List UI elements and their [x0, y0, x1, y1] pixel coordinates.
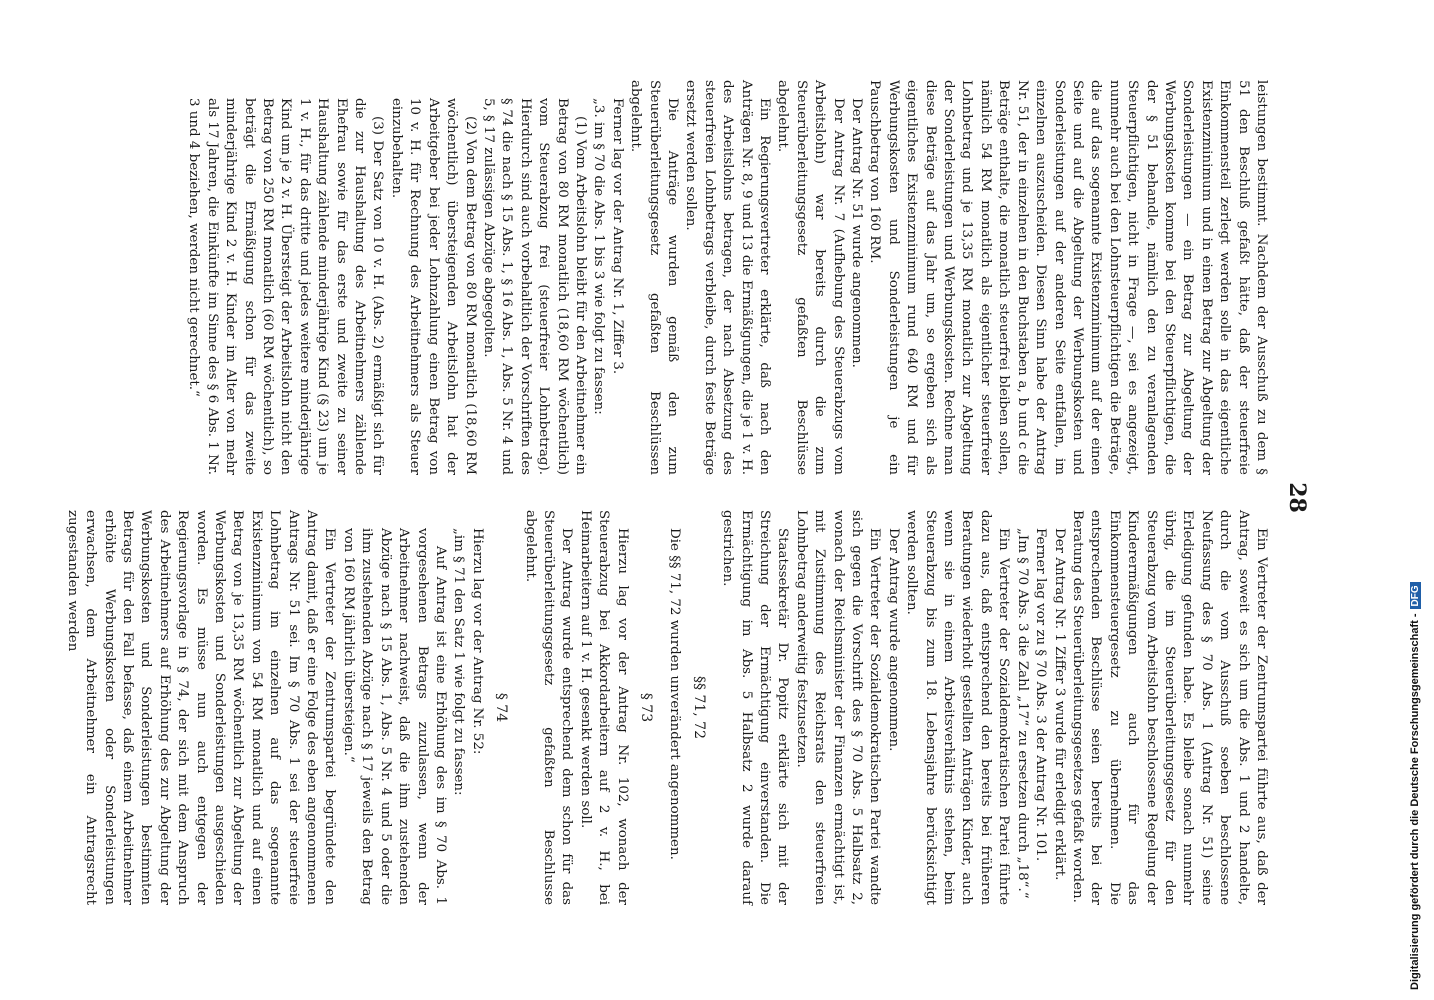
- paragraph: (1) Vom Arbeitslohn bleibt für den Arbeitnehmer ein Betrag von 80 RM monatlich (18,60 RM wöchentlich) vom Steuerabzug frei (steuerfreier Lohnbetrag). Hierdurch sind auch vorbehaltlich der Vorschriften des § 74 die nach § 15 Abs. 1, § 16 Abs. 1, Abs. 5 Nr. 4 und 5, § 17 zulässigen Abzüge abgegolten.: [480, 98, 588, 475]
- paragraph: Ein Vertreter der Sozialdemokratischen Partei führte dazu aus, daß entsprechend den bereits bei früheren Beratungen wiederholt gestellten Anträgen Kinder, auch wenn sie in einem Arbeitsverhältnis stehen, beim Steuerabzug bis zum 18. Lebensjahre berücksichtigt werden sollten.: [904, 510, 1012, 905]
- paragraph: Hierzu lag vor der Antrag Nr. 52:: [469, 528, 485, 755]
- paragraph: Hierzu lag vor der Antrag Nr. 102, wonach der Steuerabzug bei Akkordarbeitern auf 2 v. H., bei Heimarbeitern auf 1 v. H. gesenkt werden soll.: [577, 510, 630, 905]
- dfg-logo: DFG: [1410, 582, 1421, 609]
- paragraph: Ein Vertreter der Zentrumspartei begründete den Antrag damit, daß er eine Folge des eben angenommenen Antrags Nr. 51 sei. Im § 70 Abs. 1 sei der steuerfreie Lohnbetrag im einzelnen auf das sogenannte Existenzminimum von 54 RM monatlich und auf einen Betrag von je 13,35 RM wöchentlich zur Abgeltung der Werbungskosten und Sonderleistungen ausgeschieden worden. Es müsse nun auch entgegen der Regierungsvorlage in § 74, der sich mit dem Anspruch des Arbeitnehmers auf Erhöhung des zur Abgeltung der Werbungskosten und Sonderleistungen bestimmten Betrags für den Fall befasse, daß einem Arbeitnehmer erhöhte Werbungskosten oder Sonderleistungen erwachsen, dem Arbeitnehmer ein Antragsrecht zugestanden werden: [64, 510, 338, 905]
- credit-text: Digitalisierung gefördert durch die Deutsche Forschungsgemeinschaft -: [1409, 613, 1421, 990]
- paragraph: Staatssekretär Dr. Popitz erklärte sich mit der Streichung der Ermächtigung einverstanden. Die Ermächtigung im Abs. 5 Halbsatz 2 wurde darauf gestrichen.: [720, 510, 791, 905]
- paragraph: (3) Der Satz von 10 v. H. (Abs. 2) ermäßigt sich für die zur Haushaltung des Arbeitnehmers zählende Ehefrau sowie für das erste und zweite zu seiner Haushaltung zählende minderjährige Kind (§ 23) um je 1 v. H., für das dritte und jedes weitere minderjährige Kind um je 2 v. H. Übersteigt der Arbeitslohn nicht den Betrag von 250 RM monatlich (60 RM wöchentlich), so beträgt die Ermäßigung schon für das zweite minderjährige Kind 2 v. H. Kinder im Alter von mehr als 17 Jahren, die Einkünfte im Sinne des § 6 Abs. 1 Nr. 3 und 4 beziehen, werden nicht gerechnet.“: [186, 98, 386, 475]
- page-number: 28: [1284, 482, 1310, 513]
- document-page: [64, 80, 1310, 915]
- paragraph: Der Antrag wurde entsprechend dem schon für das Steuerüberleitungsgesetz gefaßten Beschlusse abgelehnt.: [522, 510, 575, 905]
- paragraph: Auf Antrag ist eine Erhöhung des im § 70 Abs. 1 vorgesehenen Betrags zuzulassen, wenn der Arbeitnehmer nachweist, daß die ihm zustehenden Abzüge nach § 15 Abs. 1, Abs. 5 Nr. 4 und 5 oder die ihm zustehenden Abzüge nach § 17 jeweils den Betrag von 160 RM jährlich übersteigen.“: [340, 528, 448, 905]
- paragraph: „im § 71 den Satz 1 wie folgt zu fassen:: [451, 528, 467, 796]
- section-heading: §§ 71, 72: [690, 676, 707, 739]
- right-text-column: [62, 510, 1270, 905]
- paragraph: Ein Vertreter der Zentrumspartei führte aus, daß der Antrag, soweit es sich um die Abs. 1 und 2 handelte, durch die vom Ausschuß soeben beschlossene Neufassung des § 70 Abs. 1 (Antrag Nr. 51) seine Erledigung gefunden habe. Es bleibe sonach nunmehr übrig, die im Steuerüberleitungsgesetz für den Steuerabzug vom Arbeitslohn beschlossene Regelung der Kinderermäßigungen auch für das Einkommensteuergesetz zu übernehmen. Die entsprechenden Beschlüsse seien bereits bei der Beratung des Steuerüberleitungsgesetzes gefaßt worden.: [1069, 510, 1269, 905]
- paragraph: Ferner lag vor zu § 70 Abs. 3 der Antrag Nr. 101.: [1033, 528, 1049, 862]
- paragraph: „Im § 70 Abs. 3 die Zahl „17“ zu ersetzen durch „18“.“: [1014, 528, 1030, 899]
- paragraph: „3. im § 70 die Abs. 1 bis 3 wie folgt zu fassen:: [591, 98, 607, 415]
- paragraph: Die §§ 71, 72 wurden unverändert angenommen.: [667, 528, 683, 860]
- paragraph: Der Antrag Nr. 51 wurde angenommen.: [849, 98, 865, 368]
- paragraph: Der Antrag Nr. 1 Ziffer 3 wurde für erledigt erklärt.: [1051, 528, 1067, 881]
- paragraph: Ein Regierungsvertreter erklärte, daß nach den Anträgen Nr. 8, 9 und 13 die Ermäßigungen, die je 1 v. H. des Arbeitslohns betragen, der nach Absetzung des steuerfreien Lohnbetrags verbleibe, durch feste Beträge ersetzt werden sollen.: [683, 80, 773, 475]
- paragraph: Die Anträge wurden gemäß den zum Steuerüberleitungsgesetz gefaßten Beschlüssen abgelehnt.: [628, 80, 680, 475]
- left-text-column: [184, 80, 1270, 475]
- paragraph: Der Antrag Nr. 7 (Aufhebung des Steuerabzugs vom Arbeitslohn) war bereits durch die zum Steuerüberleitungsgesetz gefaßten Beschlüsse abgelehnt.: [775, 80, 846, 475]
- section-heading: § 74: [493, 692, 510, 723]
- digitization-credit: [1405, 10, 1425, 990]
- section-heading: § 73: [638, 692, 654, 723]
- paragraph: (2) Von dem Betrag von 80 RM monatlich (18,60 RM wöchentlich) übersteigenden Arbeitslohn hat der Arbeitgeber bei jeder Lohnzahlung einen Betrag von 10 v. H. für Rechnung des Arbeitnehmers als Steuer einzubehalten.: [388, 98, 478, 475]
- rotated-page-content: [64, 80, 1310, 915]
- paragraph: Ein Vertreter der Sozialdemokratischen Partei wandte sich gegen die Vorschrift des § 70 Abs. 5 Halbsatz 2, wonach der Reichsminister der Finanzen ermächtigt ist, mit Zustimmung des Reichsrats den steuerfreien Lohnbetrag anderweitig festzusetzen.: [793, 510, 883, 905]
- paragraph: Ferner lag vor der Antrag Nr. 1, Ziffer 3.: [609, 98, 625, 375]
- paragraph: Der Antrag wurde angenommen.: [885, 528, 901, 752]
- paragraph: leistungen bestimmt. Nachdem der Ausschuß zu dem § 51 den Beschluß gefaßt hätte, daß der steuerfreie Einkommensteil zerlegt werden solle in das eigentliche Existenzminimum und in einen Betrag zur Abgeltung der Sonderleistungen — ein Betrag zur Abgeltung der Werbungskosten komme bei den Steuerpflichtigen, die der § 51 behandle, nämlich den zu veranlagenden Steuerpflichtigen, nicht in Frage —, sei es angezeigt, nunmehr auch bei den Lohnsteuerpflichtigen die Beträge, die auf das sogenannte Existenzminimum auf der einen Seite und auf die Abgeltung der Werbungskosten und Sonderleistungen auf der anderen Seite entfallen, im einzelnen auszuscheiden. Diesen Sinn habe der Antrag Nr. 51, der in einzelnen in den Buchstaben a, b und c die Beträge enthalte, die monatlich steuerfrei bleiben sollen, nämlich 54 RM monatlich als eigentlicher steuerfreier Lohnbetrag und je 13,35 RM monatlich zur Abgeltung der Sonderleistungen und Werbungskosten. Rechne man diese Beträge auf das Jahr um, so ergeben sich als eigentliches Existenzminimum rund 640 RM und für Werbungskosten und Sonderleistungen je ein Pauschbetrag von 160 RM.: [867, 80, 1269, 475]
